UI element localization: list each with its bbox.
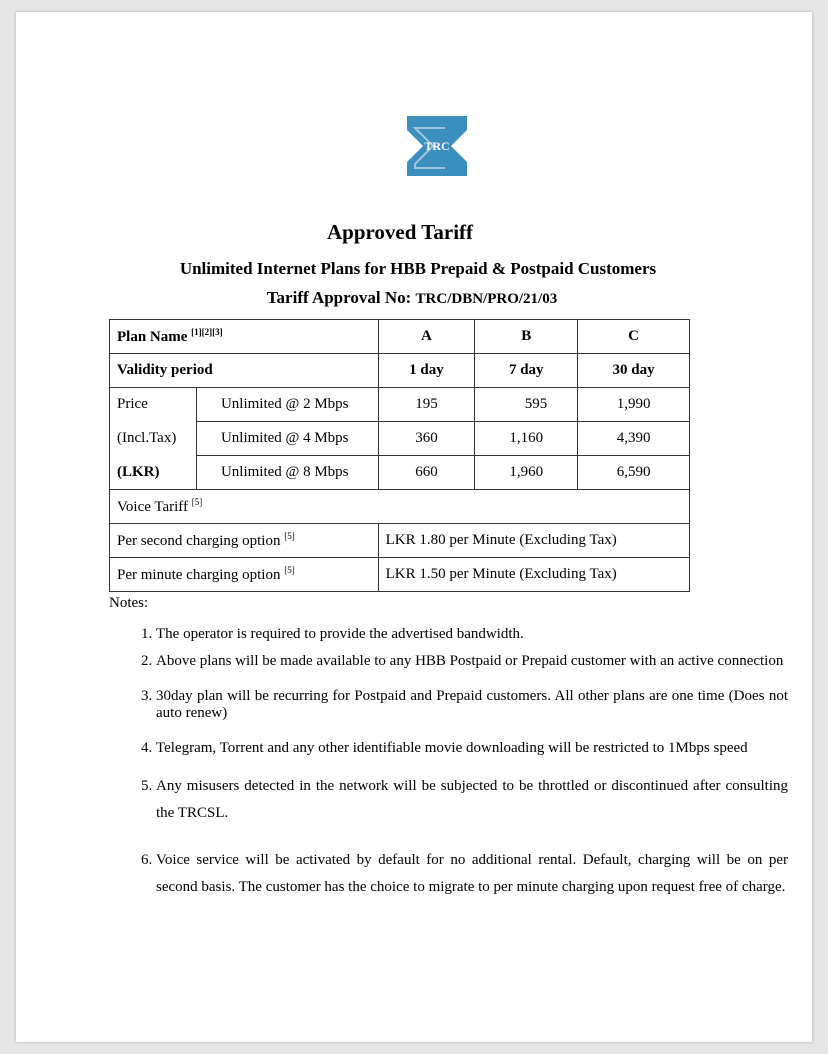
price-cell: 360	[378, 422, 475, 456]
price-cell: 6,590	[578, 456, 690, 490]
voice-option-name: Per minute charging option [5]	[110, 558, 379, 592]
table-row	[110, 490, 690, 524]
price-label-incl-tax: (Incl.Tax)	[110, 422, 197, 456]
plan-name-header: Plan Name [1][2][3]	[110, 320, 379, 354]
price-row-name: Unlimited @ 2 Mbps	[196, 388, 378, 422]
plan-b-header: B	[475, 320, 578, 354]
voice-tariff-label: Voice Tariff [5]	[110, 490, 690, 524]
price-row-name: Unlimited @ 8 Mbps	[196, 456, 378, 490]
plan-c-header: C	[578, 320, 690, 354]
table-row	[110, 354, 690, 388]
tariff-table	[109, 319, 690, 592]
price-cell: 1,160	[475, 422, 578, 456]
validity-a: 1 day	[378, 354, 475, 388]
price-cell: 4,390	[578, 422, 690, 456]
approval-label: Tariff Approval No:	[266, 288, 416, 307]
table-row	[110, 388, 690, 422]
voice-option-name: Per second charging option [5]	[110, 524, 379, 558]
list-item: 1. The operator is required to provide the advertised bandwidth.	[156, 626, 788, 643]
validity-label: Validity period	[110, 354, 379, 388]
logo-text: TRC	[424, 139, 450, 153]
table-row	[110, 456, 690, 490]
price-cell: 195	[378, 388, 475, 422]
notes-label: Notes:	[109, 595, 149, 611]
trc-logo	[405, 114, 469, 178]
table-row	[110, 320, 690, 354]
voice-option-rate: LKR 1.50 per Minute (Excluding Tax)	[378, 558, 689, 592]
validity-c: 30 day	[578, 354, 690, 388]
table-row	[110, 422, 690, 456]
price-cell: 1,990	[578, 388, 690, 422]
notes-list	[134, 626, 788, 901]
plan-a-header: A	[378, 320, 475, 354]
price-label: Price	[110, 388, 197, 422]
price-row-name: Unlimited @ 4 Mbps	[196, 422, 378, 456]
voice-option-rate: LKR 1.80 per Minute (Excluding Tax)	[378, 524, 689, 558]
approval-number	[14, 288, 810, 308]
list-item: 5. Any misusers detected in the network will be subjected to be throttled or discontinued after consulting the TRCSL.	[156, 773, 788, 827]
list-item: 3. 30day plan will be recurring for Postpaid and Prepaid customers. All other plans are one time (Does not auto renew)	[156, 688, 788, 722]
approval-code: TRC/DBN/PRO/21/03	[415, 291, 558, 307]
page-title: Approved Tariff	[326, 220, 474, 244]
validity-b: 7 day	[475, 354, 578, 388]
page-subtitle: Unlimited Internet Plans for HBB Prepaid & Postpaid Customers	[179, 259, 657, 278]
price-cell: 595	[475, 388, 578, 422]
document-page	[16, 12, 812, 1042]
list-item: 2. Above plans will be made available to any HBB Postpaid or Prepaid customer with an active connection	[156, 653, 788, 670]
price-cell: 660	[378, 456, 475, 490]
price-label-currency: (LKR)	[110, 456, 197, 490]
table-row	[110, 524, 690, 558]
price-cell: 1,960	[475, 456, 578, 490]
list-item: 4. Telegram, Torrent and any other identifiable movie downloading will be restricted to 1Mbps speed	[156, 740, 788, 757]
list-item: 6. Voice service will be activated by default for no additional rental. Default, charging will be on per second basis. The customer has the choice to migrate to per minute charging upon request free of charge.	[156, 847, 788, 901]
table-row	[110, 558, 690, 592]
